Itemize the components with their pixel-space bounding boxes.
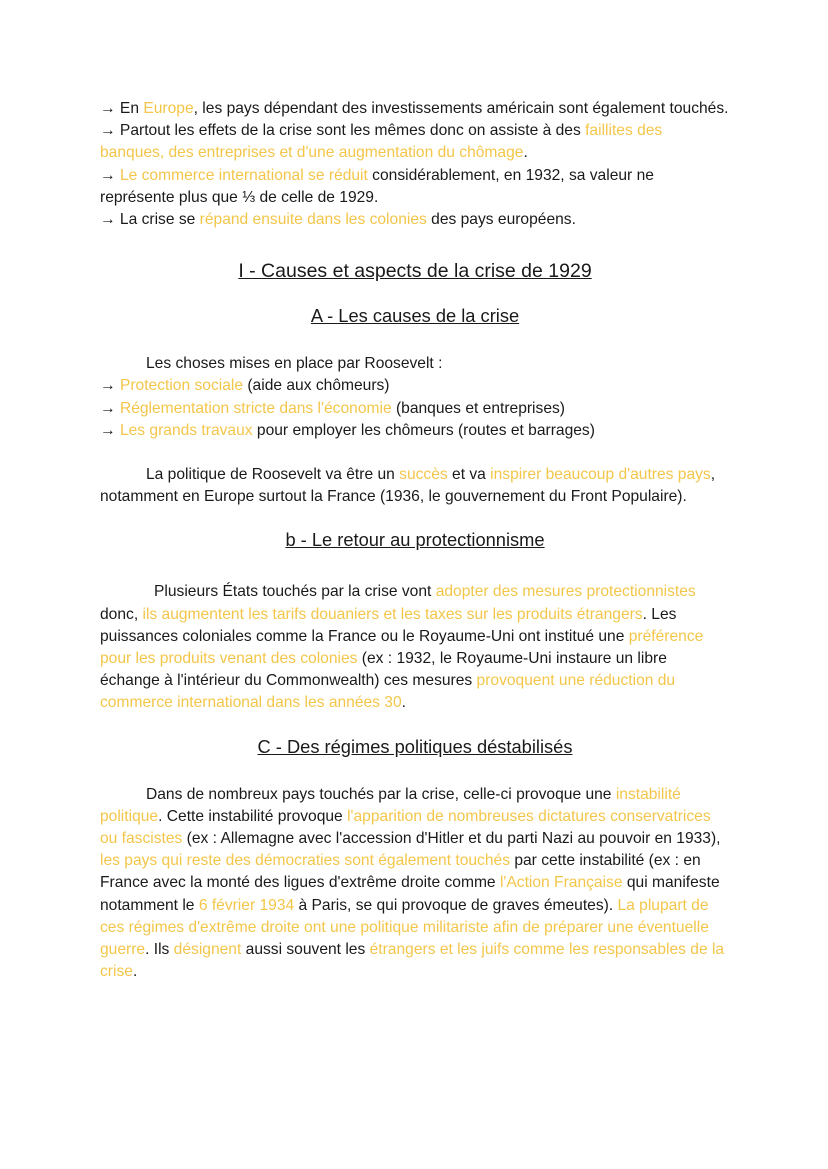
- section-a-heading: A - Les causes de la crise: [310, 305, 520, 327]
- text-run: donc,: [100, 605, 143, 623]
- text-run: , les pays dépendant des investissements américain sont également touchés.: [193, 100, 729, 117]
- highlighted-text: 6 février 1934: [198, 896, 295, 914]
- section-a-item: [100, 398, 730, 420]
- intro-bullet: [100, 120, 730, 164]
- highlighted-text: Réglementation stricte dans l'économie: [119, 399, 392, 417]
- section-a-item: [100, 420, 730, 442]
- highlighted-text: provoquent une réduction du commerce international dans les années 30: [100, 672, 676, 712]
- text-run: → En: [100, 100, 144, 117]
- intro-bullet: [100, 98, 730, 120]
- highlighted-text: ils augmentent les tarifs douaniers et les taxes sur les produits étrangers: [142, 605, 643, 623]
- text-run: pour employer les chômeurs (routes et barrages): [252, 421, 595, 439]
- intro-bullet: [100, 165, 730, 209]
- section-a-paragraph: [100, 464, 730, 508]
- section-a-item: [100, 375, 730, 397]
- highlighted-text: Protection sociale: [119, 377, 244, 395]
- text-run: et va: [447, 466, 491, 484]
- text-run: .: [523, 144, 528, 162]
- text-run: → La crise se: [100, 211, 200, 229]
- text-run: →: [100, 377, 120, 395]
- text-run: par cette instabilité (ex : en France avec la monté des ligues d'extrême droite comme: [100, 852, 701, 892]
- highlighted-text: faillites des banques, des entreprises et d'une augmentation du chômage: [100, 122, 663, 162]
- highlighted-text: Europe: [143, 100, 194, 117]
- section-c-paragraph: [100, 784, 730, 984]
- text-run: à Paris, se qui provoque de graves émeutes).: [294, 896, 618, 914]
- text-run: →: [100, 399, 120, 417]
- text-run: . Les puissances coloniales comme la France ou le Royaume-Uni ont institué une: [100, 605, 677, 645]
- text-run: aussi souvent les: [241, 941, 370, 959]
- section-c-heading: C - Des régimes politiques déstabilisés: [257, 735, 573, 757]
- highlighted-text: succès: [399, 466, 448, 484]
- highlighted-text: les pays qui reste des démocraties sont également touchés: [100, 852, 510, 870]
- highlighted-text: Le commerce international se réduit: [119, 166, 368, 184]
- text-run: qui manifeste notamment le: [100, 874, 720, 914]
- highlighted-text: préférence pour les produits venant des colonies: [100, 627, 704, 668]
- section-b-heading: b - Le retour au protectionnisme: [285, 529, 545, 551]
- text-run: , notamment en Europe surtout la France (1936, le gouvernement du Front Populaire).: [100, 466, 716, 506]
- highlighted-text: La plupart de ces régimes d'extrême droite ont une politique militariste afin de préparer une éventuelle guerre: [100, 896, 709, 959]
- section-a-lead: Les choses mises en place par Roosevelt :: [146, 355, 443, 373]
- highlighted-text: désignent: [173, 941, 242, 959]
- highlighted-text: l'apparition de nombreuses dictatures conservatrices ou fascistes: [100, 807, 711, 848]
- text-run: →: [100, 421, 120, 439]
- text-run: (ex : 1932, le Royaume-Uni instaure un libre échange à l'intérieur du Commonwealth) ces mesures: [100, 650, 667, 690]
- text-run: .: [132, 963, 138, 981]
- text-run: Dans de nombreux pays touchés par la crise, celle-ci provoque une: [146, 785, 616, 803]
- text-run: des pays européens.: [426, 211, 576, 229]
- highlighted-text: adopter des mesures protectionnistes: [435, 583, 696, 601]
- text-run: (banques et entreprises): [391, 399, 565, 417]
- text-run: (ex : Allemagne avec l'accession d'Hitler et du parti Nazi au pouvoir en 1933),: [182, 830, 721, 848]
- intro-section: [100, 98, 730, 231]
- highlighted-text: instabilité politique: [100, 785, 681, 825]
- text-run: considérablement, en 1932, sa valeur ne représente plus que ⅓ de celle de 1929.: [100, 166, 654, 206]
- intro-bullet: [100, 209, 730, 231]
- section-b-paragraph: [100, 581, 730, 714]
- highlighted-text: l'Action Française: [499, 874, 623, 892]
- text-run: →: [100, 166, 120, 184]
- highlighted-text: Les grands travaux: [119, 421, 253, 439]
- text-run: .: [401, 694, 407, 712]
- text-run: → Partout les effets de la crise sont les mêmes donc on assiste à des: [100, 122, 586, 140]
- highlighted-text: inspirer beaucoup d'autres pays: [490, 466, 711, 484]
- document-page: [100, 98, 730, 983]
- text-run: . Ils: [145, 941, 174, 959]
- text-run: (aide aux chômeurs): [243, 377, 390, 395]
- text-run: . Cette instabilité provoque: [158, 807, 348, 825]
- text-run: La politique de Roosevelt va être un: [146, 466, 400, 484]
- text-run: Plusieurs États touchés par la crise vont: [154, 583, 436, 601]
- main-heading: I - Causes et aspects de la crise de 1929: [238, 260, 592, 283]
- highlighted-text: étrangers et les juifs comme les responsables de la crise: [100, 941, 725, 981]
- highlighted-text: répand ensuite dans les colonies: [199, 211, 427, 229]
